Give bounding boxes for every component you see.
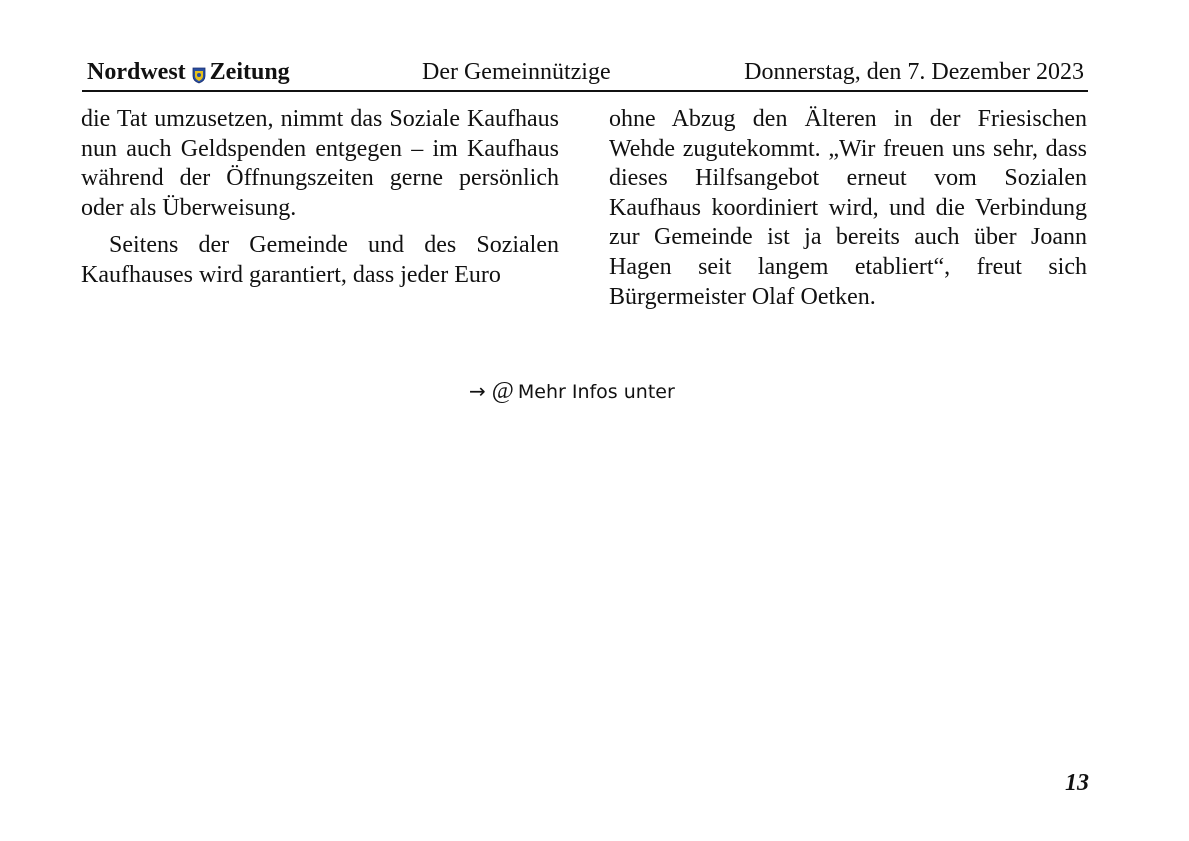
- article-paragraph: Seitens der Gemeinde und des Sozialen Kaufhauses wird garantiert, dass jeder Euro: [81, 232, 559, 288]
- article-paragraph: die Tat umzusetzen, nimmt das Soziale Kaufhaus nun auch Geldspenden entgegen – im Kaufhaus während der Öffnungszeiten gerne persönlich oder als Überweisung.: [81, 106, 559, 221]
- more-info-text: Mehr Infos unter: [517, 381, 675, 403]
- crest-icon: [192, 64, 206, 81]
- article-column-right: [609, 105, 1087, 312]
- page-header: [82, 56, 1088, 92]
- logo-text-zeitung: Zeitung: [209, 59, 290, 85]
- more-info-line: [469, 378, 675, 405]
- logo-text-nordwest: Nordwest: [87, 59, 186, 85]
- article-column-left: [81, 105, 559, 291]
- issue-date: Donnerstag, den 7. Dezember 2023: [744, 59, 1084, 85]
- at-sign-icon: @: [491, 378, 514, 404]
- article-paragraph: ohne Abzug den Älteren in der Friesischen Wehde zugutekommt. „Wir freuen uns sehr, dass dieses Hilfsangebot erneut vom Sozialen Kaufhaus koordiniert wird, und die Verbindung zur Gemeinde ist ja bereits auch über Joann Hagen seit langem etabliert“, freut sich Bürgermeister Olaf Oetken.: [609, 106, 1087, 310]
- section-title: Der Gemeinnützige: [422, 59, 611, 85]
- arrow-right-icon: →: [469, 379, 486, 403]
- newspaper-logo: [87, 59, 290, 86]
- page-number: 13: [1065, 770, 1089, 796]
